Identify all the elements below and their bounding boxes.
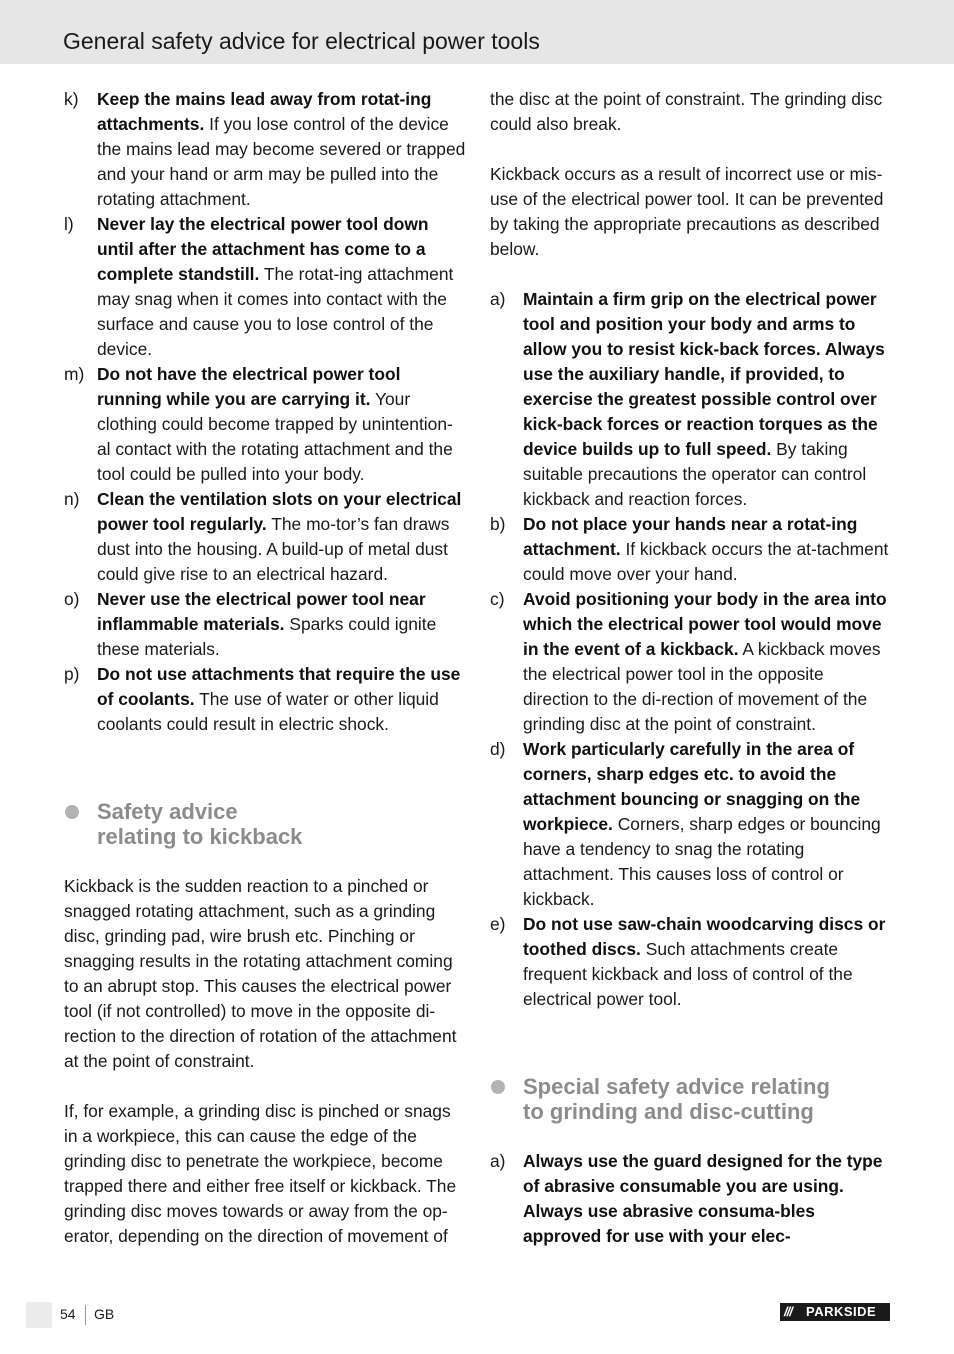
page-header	[0, 0, 954, 64]
item-text: A kickback moves the electrical power tool in the opposite direction to the di-rection of movement of the grinding disc at the point of constraint.	[523, 639, 881, 734]
item-label: l)	[64, 214, 74, 234]
item-bold-text: Avoid positioning your body in the area into which the electrical power tool would move in the event of a kickback.	[523, 589, 887, 659]
bullet-icon	[65, 805, 79, 819]
item-bold-text: Do not use attachments that require the use of coolants.	[97, 664, 461, 709]
left-column	[64, 87, 466, 1249]
item-label: a)	[490, 1151, 506, 1171]
item-text: Corners, sharp edges or bouncing have a tendency to snag the rotating attachment. This causes loss of control or kickback.	[523, 814, 881, 909]
item-label: b)	[490, 514, 506, 534]
item-text: Sparks could ignite these materials.	[97, 614, 437, 659]
section-heading-grinding	[490, 1074, 892, 1124]
list-item	[64, 662, 466, 737]
list-item	[490, 1149, 892, 1249]
item-text: The use of water or other liquid coolants could result in electric shock.	[97, 689, 439, 734]
item-bold-text: Do not place your hands near a rotat-ing attachment.	[523, 514, 858, 559]
logo-text: PARKSIDE	[806, 1304, 877, 1319]
item-bold-text: Never lay the electrical power tool down until after the attachment has come to a complete standstill.	[97, 214, 429, 284]
item-label: a)	[490, 289, 506, 309]
paragraph: Kickback occurs as a result of incorrect use or mis-use of the electrical power tool. It can be prevented by taking the appropriate precautions as described below.	[490, 164, 884, 259]
item-bold-text: Do not have the electrical power tool running while you are carrying it.	[97, 364, 401, 409]
list-item	[64, 362, 466, 487]
paragraph: Kickback is the sudden reaction to a pinched or snagged rotating attachment, such as a grinding disc, grinding pad, wire brush etc. Pinching or snagging results in the rotating attachment coming to an abrupt stop. This causes the electrical power tool (if not controlled) to move in the opposite di-rection to the direction of rotation of the attachment at the point of constraint.	[64, 876, 457, 1071]
item-label: p)	[64, 664, 80, 684]
item-bold-text: Maintain a firm grip on the electrical power tool and position your body and arms to allow you to resist kick-back forces. Always use the auxiliary handle, if provided, to exercise the greatest possible control over kick-back forces or reaction torques as the device builds up to full speed.	[523, 289, 885, 459]
item-label: d)	[490, 739, 506, 759]
heading-line: to grinding and disc-cutting	[523, 1099, 814, 1124]
list-item	[64, 212, 466, 362]
item-bold-text: Never use the electrical power tool near inflammable materials.	[97, 589, 426, 634]
logo-stripes-icon: ///	[784, 1304, 792, 1319]
item-label: o)	[64, 589, 80, 609]
heading-line: relating to kickback	[97, 824, 303, 849]
item-label: e)	[490, 914, 506, 934]
item-label: c)	[490, 589, 505, 609]
item-bold-text: Do not use saw-chain woodcarving discs or toothed discs.	[523, 914, 886, 959]
item-text: By taking suitable precautions the operator can control kickback and reaction forces.	[523, 439, 867, 509]
list-item	[490, 587, 892, 737]
item-label: n)	[64, 489, 80, 509]
page-title: General safety advice for electrical power tools	[63, 28, 540, 54]
item-text: If you lose control of the device the mains lead may become severed or trapped and your hand or arm may be pulled into the rotating attachment.	[97, 114, 466, 209]
footer-divider	[85, 1305, 86, 1325]
list-item	[490, 912, 892, 1012]
list-item	[490, 512, 892, 587]
section-heading-kickback	[64, 799, 466, 849]
item-bold-text: Always use the guard designed for the type of abrasive consumable you are using. Always use abrasive consuma-bles approved for use with your elec-	[523, 1151, 883, 1246]
paragraph: If, for example, a grinding disc is pinched or snags in a workpiece, this can cause the edge of the grinding disc to penetrate the workpiece, become trapped there and either free itself or kickback. The grinding disc moves towards or away from the op-erator, depending on the direction of movement of	[64, 1101, 457, 1246]
item-text: Such attachments create frequent kickback and loss of control of the electrical power tool.	[523, 939, 853, 1009]
heading-line: Special safety advice relating	[523, 1074, 830, 1099]
item-bold-text: Work particularly carefully in the area of corners, sharp edges etc. to avoid the attachment bouncing or snagging on the workpiece.	[523, 739, 861, 834]
list-item	[490, 737, 892, 912]
item-text: Your clothing could become trapped by unintention-al contact with the rotating attachment and the tool could be pulled into your body.	[97, 389, 453, 484]
item-text: If kickback occurs the at-tachment could move over your hand.	[523, 539, 889, 584]
list-item	[64, 587, 466, 662]
footer-marker	[26, 1302, 52, 1328]
item-text: The rotat-ing attachment may snag when it comes into contact with the surface and cause you to lose control of the device.	[97, 264, 454, 359]
language-code: GB	[94, 1306, 115, 1322]
item-bold-text: Keep the mains lead away from rotat-ing attachments.	[97, 89, 432, 134]
list-item	[64, 487, 466, 587]
paragraph: the disc at the point of constraint. The grinding disc could also break.	[490, 89, 883, 134]
item-bold-text: Clean the ventilation slots on your electrical power tool regularly.	[97, 489, 462, 534]
item-label: m)	[64, 364, 85, 384]
list-item	[64, 87, 466, 212]
bullet-icon	[491, 1080, 505, 1094]
parkside-logo	[780, 1303, 890, 1321]
item-text: The mo-tor’s fan draws dust into the housing. A build-up of metal dust could give rise to an electrical hazard.	[97, 514, 450, 584]
list-item	[490, 287, 892, 512]
heading-line: Safety advice	[97, 799, 238, 824]
right-column	[490, 87, 892, 1249]
page-number: 54	[60, 1306, 76, 1322]
item-label: k)	[64, 89, 79, 109]
